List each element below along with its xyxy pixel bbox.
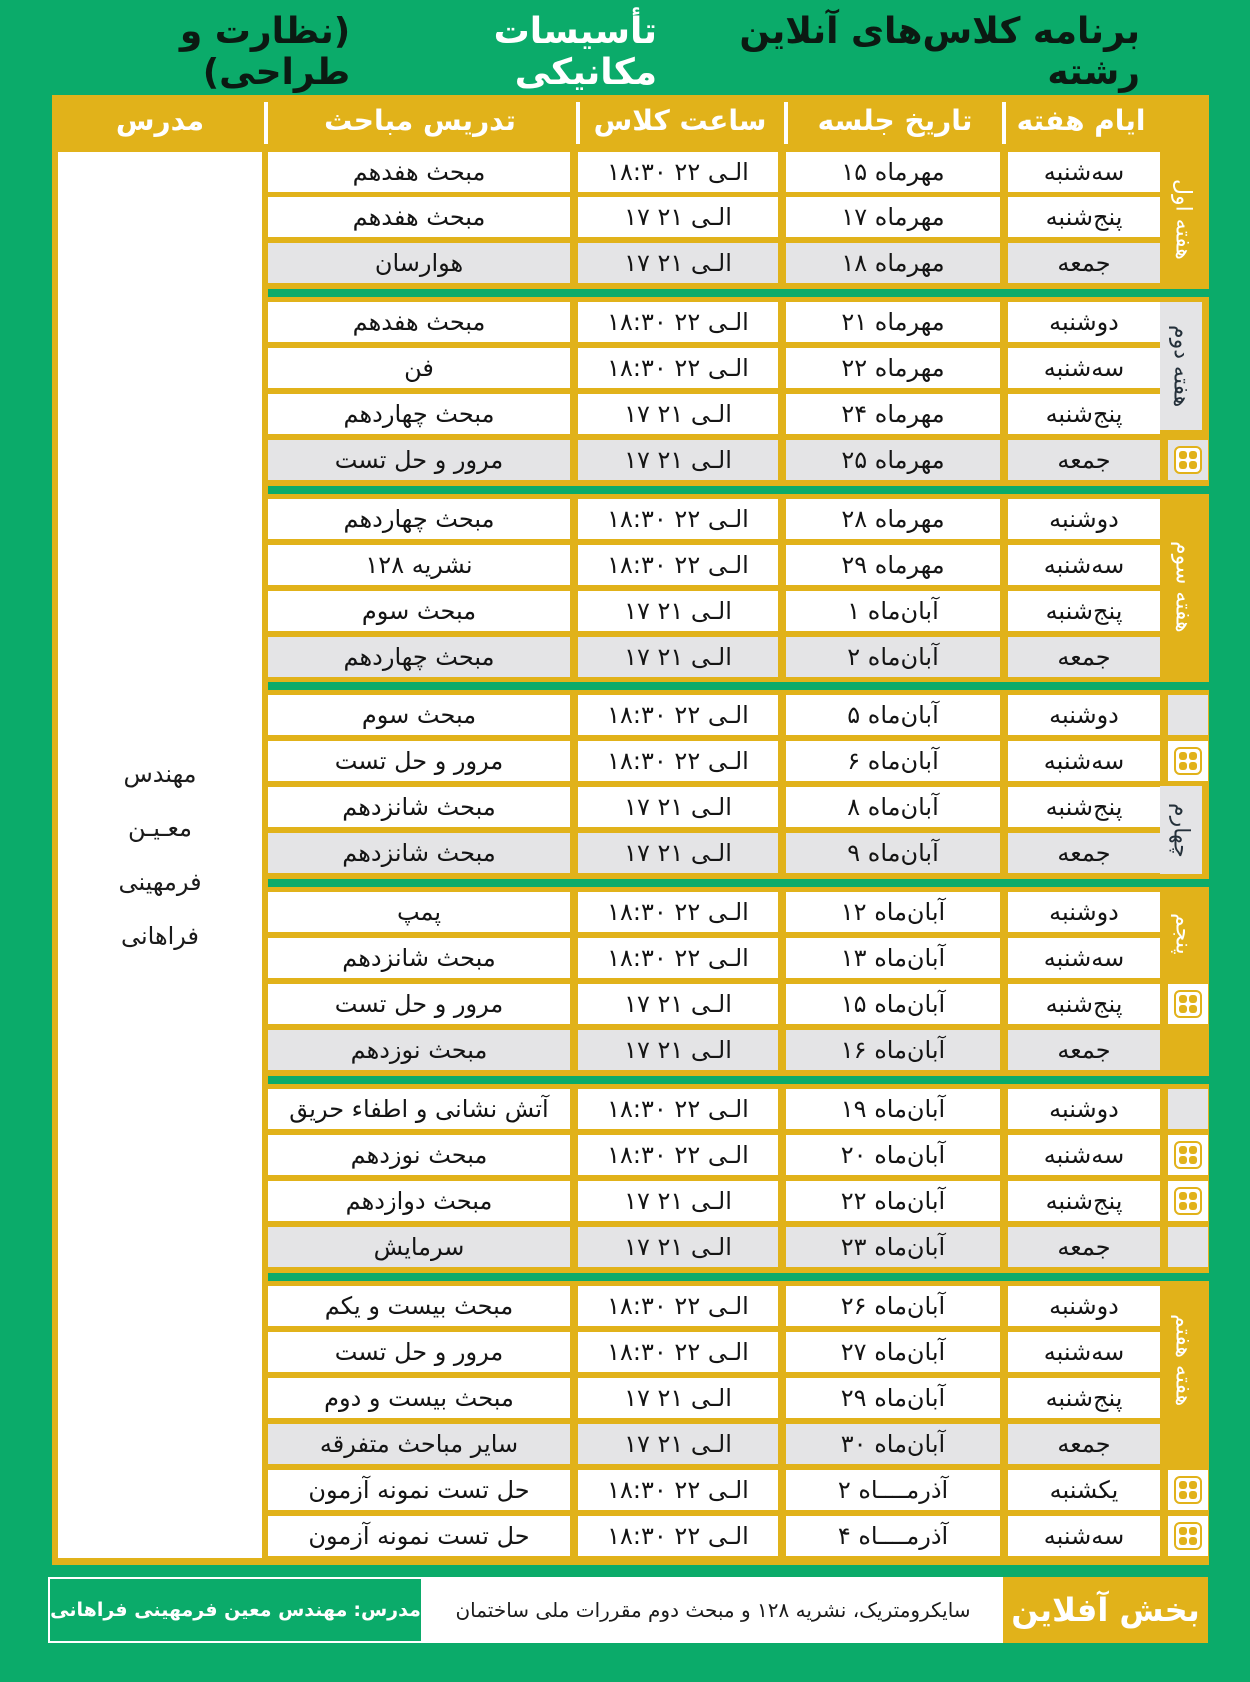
time-cell: ۱۸:۳۰ الـی ۲۲ bbox=[578, 695, 778, 735]
day-cell: دوشنبه bbox=[1008, 499, 1160, 539]
week-label: هفته هفتم bbox=[1170, 1313, 1196, 1407]
date-cell: ۱۹ آبان‌ماه bbox=[786, 1089, 1000, 1129]
day-cell: جمعه bbox=[1008, 440, 1160, 480]
table-row bbox=[268, 984, 1208, 1024]
title-part2: (نظارت و طراحی) bbox=[179, 11, 351, 93]
time-cell: ۱۸:۳۰ الـی ۲۲ bbox=[578, 348, 778, 388]
day-cell: پنج‌شنبه bbox=[1008, 394, 1160, 434]
table-row bbox=[268, 938, 1208, 978]
time-cell: ۱۷ الـی ۲۱ bbox=[578, 197, 778, 237]
date-cell: ۱۶ آبان‌ماه bbox=[786, 1030, 1000, 1070]
day-cell: پنج‌شنبه bbox=[1008, 1181, 1160, 1221]
date-cell: ۵ آبان‌ماه bbox=[786, 695, 1000, 735]
time-cell: ۱۸:۳۰ الـی ۲۲ bbox=[578, 152, 778, 192]
date-cell: ۱۸ مهرماه bbox=[786, 243, 1000, 283]
topic-cell: نشریه ۱۲۸ bbox=[268, 545, 570, 585]
topic-cell: مبحث هفدهم bbox=[268, 197, 570, 237]
day-cell: پنج‌شنبه bbox=[1008, 984, 1160, 1024]
header-time: ساعت کلاس bbox=[593, 103, 767, 137]
week-divider bbox=[268, 1076, 1209, 1084]
date-cell: ۱۵ آبان‌ماه bbox=[786, 984, 1000, 1024]
date-cell: ۲۹ مهرماه bbox=[786, 545, 1000, 585]
date-cell: ۸ آبان‌ماه bbox=[786, 787, 1000, 827]
time-cell: ۱۸:۳۰ الـی ۲۲ bbox=[578, 302, 778, 342]
footer bbox=[48, 1577, 1208, 1643]
day-cell: جمعه bbox=[1008, 243, 1160, 283]
time-cell: ۱۷ الـی ۲۱ bbox=[578, 787, 778, 827]
week-divider bbox=[268, 682, 1209, 690]
day-cell: دوشنبه bbox=[1008, 892, 1160, 932]
date-cell: ۱۷ مهرماه bbox=[786, 197, 1000, 237]
date-cell: ۲۴ مهرماه bbox=[786, 394, 1000, 434]
checklist-icon bbox=[1168, 1181, 1208, 1221]
table-row bbox=[268, 695, 1208, 735]
header-divider bbox=[264, 102, 268, 144]
day-cell: جمعه bbox=[1008, 833, 1160, 873]
time-cell: ۱۷ الـی ۲۱ bbox=[578, 984, 778, 1024]
week-divider bbox=[268, 486, 1209, 494]
day-cell: سه‌شنبه bbox=[1008, 1135, 1160, 1175]
header-divider bbox=[1002, 102, 1006, 144]
date-cell: ۳۰ آبان‌ماه bbox=[786, 1424, 1000, 1464]
table-row bbox=[268, 302, 1208, 342]
topic-cell: مبحث هفدهم bbox=[268, 152, 570, 192]
day-cell: جمعه bbox=[1008, 1227, 1160, 1267]
topic-cell: مرور و حل تست bbox=[268, 741, 570, 781]
topic-cell: مبحث شانزدهم bbox=[268, 833, 570, 873]
time-cell: ۱۸:۳۰ الـی ۲۲ bbox=[578, 1332, 778, 1372]
time-cell: ۱۸:۳۰ الـی ۲۲ bbox=[578, 545, 778, 585]
topic-cell: هوارسان bbox=[268, 243, 570, 283]
topic-cell: فن bbox=[268, 348, 570, 388]
time-cell: ۱۸:۳۰ الـی ۲۲ bbox=[578, 938, 778, 978]
header-divider bbox=[784, 102, 788, 144]
table-row bbox=[268, 637, 1208, 677]
day-cell: دوشنبه bbox=[1008, 1089, 1160, 1129]
checklist-icon bbox=[1168, 984, 1208, 1024]
table-row bbox=[268, 1286, 1208, 1326]
table-row bbox=[268, 591, 1208, 631]
checklist-icon bbox=[1168, 1516, 1208, 1556]
time-cell: ۱۷ الـی ۲۱ bbox=[578, 394, 778, 434]
date-cell: ۱ آبان‌ماه bbox=[786, 591, 1000, 631]
day-cell: سه‌شنبه bbox=[1008, 348, 1160, 388]
table-row bbox=[268, 1424, 1208, 1464]
title-part1: برنامه کلاس‌های آنلاین رشته bbox=[739, 11, 1140, 93]
topic-cell: حل تست نمونه آزمون bbox=[268, 1516, 570, 1556]
footer-teacher bbox=[48, 1577, 423, 1643]
topic-cell: مبحث چهاردهم bbox=[268, 394, 570, 434]
table-row bbox=[268, 1089, 1208, 1129]
footer-teacher-name: مهندس معین فرمهینی فراهانی bbox=[50, 1599, 348, 1621]
day-cell: پنج‌شنبه bbox=[1008, 787, 1160, 827]
header-divider bbox=[576, 102, 580, 144]
date-cell: ۱۵ مهرماه bbox=[786, 152, 1000, 192]
date-cell: ۲۰ آبان‌ماه bbox=[786, 1135, 1000, 1175]
table-row bbox=[268, 1135, 1208, 1175]
topic-cell: مرور و حل تست bbox=[268, 440, 570, 480]
topic-cell: آتش نشانی و اطفاء حریق bbox=[268, 1089, 570, 1129]
topic-cell: پمپ bbox=[268, 892, 570, 932]
time-cell: ۱۷ الـی ۲۱ bbox=[578, 1424, 778, 1464]
time-cell: ۱۸:۳۰ الـی ۲۲ bbox=[578, 499, 778, 539]
date-cell: ۲۵ مهرماه bbox=[786, 440, 1000, 480]
date-cell: ۹ آبان‌ماه bbox=[786, 833, 1000, 873]
day-cell: جمعه bbox=[1008, 1030, 1160, 1070]
day-cell: سه‌شنبه bbox=[1008, 545, 1160, 585]
teacher-line: فرمهینی bbox=[118, 868, 202, 896]
topic-cell: مبحث سوم bbox=[268, 591, 570, 631]
table-row bbox=[268, 197, 1208, 237]
empty-marker bbox=[1168, 1089, 1208, 1129]
date-cell: ۱۳ آبان‌ماه bbox=[786, 938, 1000, 978]
checklist-icon bbox=[1168, 1135, 1208, 1175]
teacher-line: معـیـن bbox=[127, 814, 192, 842]
date-cell: ۲۲ مهرماه bbox=[786, 348, 1000, 388]
day-cell: پنج‌شنبه bbox=[1008, 1378, 1160, 1418]
table-row bbox=[268, 394, 1208, 434]
time-cell: ۱۸:۳۰ الـی ۲۲ bbox=[578, 1286, 778, 1326]
table-row bbox=[268, 1470, 1208, 1510]
topic-cell: سرمایش bbox=[268, 1227, 570, 1267]
topic-cell: مرور و حل تست bbox=[268, 984, 570, 1024]
table-row bbox=[268, 243, 1208, 283]
time-cell: ۱۸:۳۰ الـی ۲۲ bbox=[578, 892, 778, 932]
teacher-line: فراهانی bbox=[120, 922, 200, 950]
date-cell: ۲۸ مهرماه bbox=[786, 499, 1000, 539]
topic-cell: مبحث سوم bbox=[268, 695, 570, 735]
header-days: ایام هفته bbox=[1016, 103, 1146, 137]
time-cell: ۱۸:۳۰ الـی ۲۲ bbox=[578, 741, 778, 781]
teacher-column bbox=[58, 152, 262, 1558]
table-row bbox=[268, 833, 1208, 873]
time-cell: ۱۷ الـی ۲۱ bbox=[578, 1181, 778, 1221]
time-cell: ۱۸:۳۰ الـی ۲۲ bbox=[578, 1089, 778, 1129]
day-cell: سه‌شنبه bbox=[1008, 1332, 1160, 1372]
empty-marker bbox=[1168, 695, 1208, 735]
topic-cell: مبحث بیست و دوم bbox=[268, 1378, 570, 1418]
table-row bbox=[268, 787, 1208, 827]
time-cell: ۱۸:۳۰ الـی ۲۲ bbox=[578, 1470, 778, 1510]
table-row bbox=[268, 1181, 1208, 1221]
teacher-line: مهندس bbox=[123, 760, 197, 788]
table-row bbox=[268, 545, 1208, 585]
checklist-icon bbox=[1168, 1470, 1208, 1510]
day-cell: جمعه bbox=[1008, 637, 1160, 677]
week-divider bbox=[268, 879, 1209, 887]
date-cell: ۲ آذرمــــاه bbox=[786, 1470, 1000, 1510]
date-cell: ۲۳ آبان‌ماه bbox=[786, 1227, 1000, 1267]
topic-cell: مبحث هفدهم bbox=[268, 302, 570, 342]
week-label: پنجم bbox=[1170, 913, 1196, 955]
week-label: هفته دوم bbox=[1160, 302, 1202, 430]
week-label: چهارم bbox=[1160, 786, 1202, 874]
day-cell: دوشنبه bbox=[1008, 1286, 1160, 1326]
day-cell: پنج‌شنبه bbox=[1008, 197, 1160, 237]
day-cell: یکشنبه bbox=[1008, 1470, 1160, 1510]
topic-cell: مبحث شانزدهم bbox=[268, 938, 570, 978]
table-row bbox=[268, 499, 1208, 539]
day-cell: سه‌شنبه bbox=[1008, 152, 1160, 192]
empty-marker bbox=[1168, 1227, 1208, 1267]
page-title bbox=[40, 11, 1140, 93]
checklist-icon bbox=[1168, 440, 1208, 480]
date-cell: ۴ آذرمــــاه bbox=[786, 1516, 1000, 1556]
table-row bbox=[268, 440, 1208, 480]
time-cell: ۱۷ الـی ۲۱ bbox=[578, 591, 778, 631]
topic-cell: مبحث دوازدهم bbox=[268, 1181, 570, 1221]
topic-cell: مبحث نوزدهم bbox=[268, 1030, 570, 1070]
topic-cell: مبحث چهاردهم bbox=[268, 637, 570, 677]
time-cell: ۱۷ الـی ۲۱ bbox=[578, 637, 778, 677]
time-cell: ۱۸:۳۰ الـی ۲۲ bbox=[578, 1135, 778, 1175]
day-cell: دوشنبه bbox=[1008, 695, 1160, 735]
time-cell: ۱۷ الـی ۲۱ bbox=[578, 243, 778, 283]
date-cell: ۲۲ آبان‌ماه bbox=[786, 1181, 1000, 1221]
date-cell: ۲۶ آبان‌ماه bbox=[786, 1286, 1000, 1326]
date-cell: ۶ آبان‌ماه bbox=[786, 741, 1000, 781]
date-cell: ۲۱ مهرماه bbox=[786, 302, 1000, 342]
topic-cell: مبحث چهاردهم bbox=[268, 499, 570, 539]
topic-cell: مبحث بیست و یکم bbox=[268, 1286, 570, 1326]
footer-teacher-label: مدرس: bbox=[353, 1599, 421, 1621]
topic-cell: مرور و حل تست bbox=[268, 1332, 570, 1372]
header-topics: تدریس مباحث bbox=[324, 103, 516, 137]
footer-offline-desc: سایکرومتریک، نشریه ۱۲۸ و مبحث دوم مقررات ملی ساختمان bbox=[423, 1577, 1003, 1643]
table-row bbox=[268, 1378, 1208, 1418]
header-teacher: مدرس bbox=[115, 103, 205, 137]
table-row bbox=[268, 1227, 1208, 1267]
topic-cell: مبحث نوزدهم bbox=[268, 1135, 570, 1175]
header-date: تاریخ جلسه bbox=[817, 103, 973, 137]
day-cell: سه‌شنبه bbox=[1008, 1516, 1160, 1556]
week-divider bbox=[268, 289, 1209, 297]
table-row bbox=[268, 152, 1208, 192]
topic-cell: مبحث شانزدهم bbox=[268, 787, 570, 827]
day-cell: سه‌شنبه bbox=[1008, 741, 1160, 781]
day-cell: دوشنبه bbox=[1008, 302, 1160, 342]
week-label: هفته اول bbox=[1170, 178, 1196, 260]
table-row bbox=[268, 1332, 1208, 1372]
date-cell: ۲۹ آبان‌ماه bbox=[786, 1378, 1000, 1418]
time-cell: ۱۷ الـی ۲۱ bbox=[578, 1227, 778, 1267]
table-row bbox=[268, 741, 1208, 781]
table-row bbox=[268, 1030, 1208, 1070]
checklist-icon bbox=[1168, 741, 1208, 781]
week-label: هفته سوم bbox=[1170, 541, 1196, 633]
date-cell: ۱۲ آبان‌ماه bbox=[786, 892, 1000, 932]
title-highlight: تأسیسات مکانیکی bbox=[493, 11, 658, 93]
table-row bbox=[268, 1516, 1208, 1556]
time-cell: ۱۷ الـی ۲۱ bbox=[578, 833, 778, 873]
time-cell: ۱۸:۳۰ الـی ۲۲ bbox=[578, 1516, 778, 1556]
week-divider bbox=[268, 1273, 1209, 1281]
topic-cell: حل تست نمونه آزمون bbox=[268, 1470, 570, 1510]
day-cell: جمعه bbox=[1008, 1424, 1160, 1464]
time-cell: ۱۷ الـی ۲۱ bbox=[578, 1030, 778, 1070]
table-row bbox=[268, 892, 1208, 932]
time-cell: ۱۷ الـی ۲۱ bbox=[578, 440, 778, 480]
day-cell: سه‌شنبه bbox=[1008, 938, 1160, 978]
date-cell: ۲۷ آبان‌ماه bbox=[786, 1332, 1000, 1372]
table-row bbox=[268, 348, 1208, 388]
footer-offline-title: بخش آفلاین bbox=[1003, 1577, 1208, 1643]
date-cell: ۲ آبان‌ماه bbox=[786, 637, 1000, 677]
topic-cell: سایر مباحث متفرقه bbox=[268, 1424, 570, 1464]
day-cell: پنج‌شنبه bbox=[1008, 591, 1160, 631]
time-cell: ۱۷ الـی ۲۱ bbox=[578, 1378, 778, 1418]
